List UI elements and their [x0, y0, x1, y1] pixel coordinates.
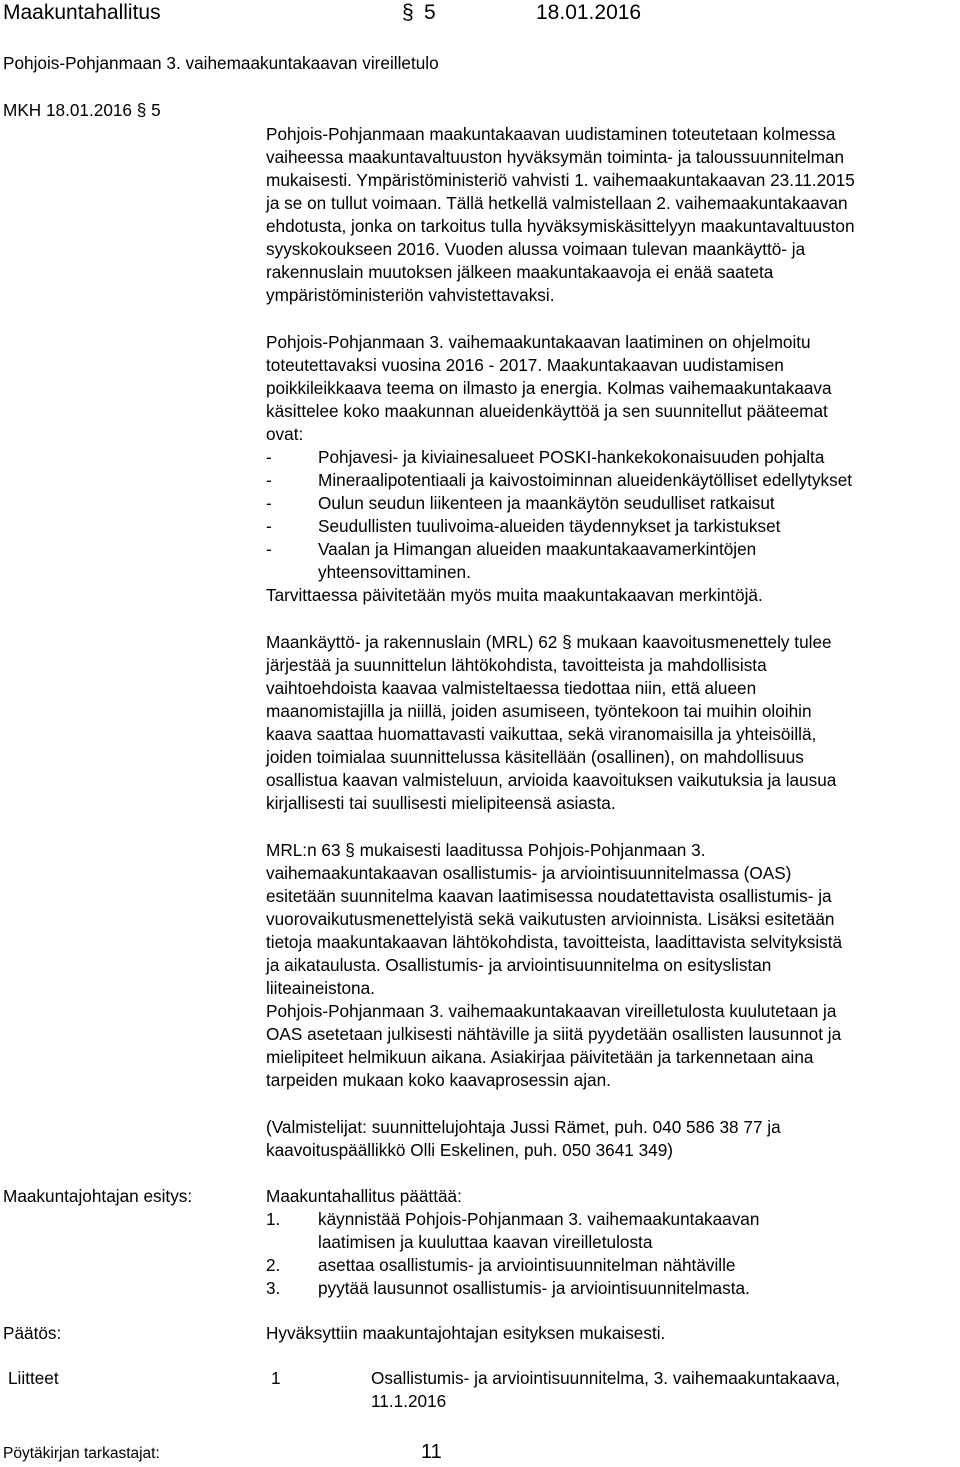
text-line: järjestää ja suunnittelun lähtökohdista, tavoitteista ja mahdollisista [266, 655, 767, 675]
attachment-title: Osallistumis- ja arviointisuunnitelma, 3. vaihemaakuntakaava, [371, 1368, 841, 1388]
list-item: Mineraalipotentiaali ja kaivostoiminnan alueidenkäytölliset edellytykset [318, 470, 853, 490]
paragraph-3 [266, 631, 956, 815]
proposal-item-number: 2. [266, 1255, 281, 1275]
text-line: ja aikataulusta. Osallistumis- ja arviointisuunnitelma on esityslistan [266, 955, 772, 975]
decision-label: Päätös: [3, 1323, 62, 1343]
text-line: ja se on tullut voimaan. Tällä hetkellä valmistellaan 2. vaihemaakuntakaavan [266, 193, 848, 213]
paragraph-2-end: Tarvittaessa päivitetään myös muita maakuntakaavan merkintöjä. [266, 585, 763, 605]
attachment-number: 1 [271, 1368, 281, 1388]
body-name: Maakuntahallitus [3, 1, 161, 24]
text-line: kaava saattaa huomattavasti vaikuttaa, sekä viranomaisilla ja yhteisöillä, [266, 724, 817, 744]
meeting-date: 18.01.2016 [536, 1, 642, 24]
proposal-item: käynnistää Pohjois-Pohjanmaan 3. vaihemaakuntakaavan [318, 1209, 760, 1229]
text-line: ovat: [266, 424, 304, 444]
text-line: Pohjois-Pohjanmaan 3. vaihemaakuntakaavan vireilletulosta kuulutetaan ja [266, 1001, 837, 1021]
text-line: tietoja maakuntakaavan lähtökohdista, tavoitteista, laadittavista selvityksistä [266, 932, 843, 952]
proposal-item: asettaa osallistumis- ja arviointisuunnitelman nähtäville [318, 1255, 736, 1275]
text-line: vuorovaikutusmenettelyistä sekä vaikutusten arvioinnista. Lisäksi esitetään [266, 909, 835, 929]
text-line: MRL:n 63 § mukaisesti laaditussa Pohjois-Pohjanmaan 3. [266, 840, 706, 860]
text-line: kirjallisesti tai suullisesti mielipiteensä asiasta. [266, 793, 616, 813]
text-line: syyskokoukseen 2016. Vuoden alussa voimaan tulevan maankäyttö- ja [266, 239, 806, 259]
decision-text: Hyväksyttiin maakuntajohtajan esityksen mukaisesti. [266, 1323, 666, 1343]
text-line: mielipiteet helmikuun aikana. Asiakirjaa päivitetään ja tarkennetaan aina [266, 1047, 814, 1067]
list-item: Pohjavesi- ja kiviainesalueet POSKI-hankekokonaisuuden pohjalta [318, 447, 825, 467]
text-line: OAS asetetaan julkisesti nähtäville ja siitä pyydetään osallisten lausunnot ja [266, 1024, 842, 1044]
text-line: ympäristöministeriön vahvistettavaksi. [266, 285, 555, 305]
text-line: kaavoituspäällikkö Olli Eskelinen, puh. 050 3641 349) [266, 1140, 674, 1160]
text-line: toteutettavaksi vuosina 2016 - 2017. Maakuntakaavan uudistamisen [266, 355, 784, 375]
preparers-note [266, 1116, 956, 1162]
list-item: Seudullisten tuulivoima-alueiden täydennykset ja tarkistukset [318, 516, 781, 536]
paragraph-1 [266, 123, 956, 307]
proposal-item-number: 3. [266, 1278, 281, 1298]
list-bullet: - [266, 470, 272, 490]
text-line: rakennuslain muutoksen jälkeen maakuntakaavoja ei enää saateta [266, 262, 774, 282]
text-line: osallistua kaavan valmisteluun, arvioida kaavoituksen vaikutuksia ja lausua [266, 770, 837, 790]
text-line: vaihemaakuntakaavan osallistumis- ja arviointisuunnitelmassa (OAS) [266, 863, 792, 883]
list-bullet: - [266, 516, 272, 536]
text-line: esitetään suunnitelma kaavan laatimisessa noudatettavista osallistumis- ja [266, 886, 832, 906]
text-line: Pohjois-Pohjanmaan 3. vaihemaakuntakaavan laatiminen on ohjelmoitu [266, 332, 811, 352]
attachment-date: 11.1.2016 [371, 1391, 447, 1411]
section-number: 5 [424, 1, 436, 24]
section-symbol: § [402, 1, 414, 24]
subject-title: Pohjois-Pohjanmaan 3. vaihemaakuntakaavan vireilletulo [3, 53, 439, 73]
text-line: käsittelee koko maakunnan alueidenkäyttöä ja sen suunnitellut pääteemat [266, 401, 828, 421]
proposal-label: Maakuntajohtajan esitys: [3, 1186, 193, 1206]
attachments-label: Liitteet [8, 1368, 59, 1388]
text-line: joiden toimialaa suunnittelussa käsitellään (osallinen), on mahdollisuus [266, 747, 804, 767]
proposal-item-continuation: laatimisen ja kuuluttaa kaavan vireilletulosta [318, 1232, 653, 1252]
text-line: Maankäyttö- ja rakennuslain (MRL) 62 § mukaan kaavoitusmenettely tulee [266, 632, 832, 652]
text-line: tarpeiden mukaan koko kaavaprosessin ajan. [266, 1070, 611, 1090]
text-line: maanomistajilla ja niillä, joiden asumiseen, työntekoon tai muihin oloihin [266, 701, 812, 721]
footer-label: Pöytäkirjan tarkastajat: [3, 1445, 160, 1462]
text-line: vaihtoehdoista kaavaa valmisteltaessa tiedottaa niin, että alueen [266, 678, 757, 698]
reference-line: MKH 18.01.2016 § 5 [3, 100, 161, 120]
text-line: Pohjois-Pohjanmaan maakuntakaavan uudistaminen toteutetaan kolmessa [266, 124, 836, 144]
text-line: mukaisesti. Ympäristöministeriö vahvisti 1. vaihemaakuntakaavan 23.11.2015 [266, 170, 855, 190]
proposal-intro: Maakuntahallitus päättää: [266, 1186, 462, 1206]
paragraph-4 [266, 839, 956, 1092]
text-line: poikkileikkaava teema on ilmasto ja energia. Kolmas vaihemaakuntakaava [266, 378, 832, 398]
list-bullet: - [266, 447, 272, 467]
text-line: ehdotusta, jonka on tarkoitus tulla hyväksymiskäsittelyyn maakuntavaltuuston [266, 216, 855, 236]
text-line: vaiheessa maakuntavaltuuston hyväksymän toiminta- ja taloussuunnitelman [266, 147, 845, 167]
proposal-item: pyytää lausunnot osallistumis- ja arviointisuunnitelmasta. [318, 1278, 750, 1298]
proposal-item-number: 1. [266, 1209, 281, 1229]
list-item: Oulun seudun liikenteen ja maankäytön seudulliset ratkaisut [318, 493, 775, 513]
list-bullet: - [266, 493, 272, 513]
list-item-continuation: yhteensovittaminen. [318, 562, 471, 582]
text-line: liiteaineistona. [266, 978, 375, 998]
text-line: (Valmistelijat: suunnittelujohtaja Jussi Rämet, puh. 040 586 38 77 ja [266, 1117, 781, 1137]
page-number: 11 [421, 1441, 442, 1463]
list-bullet: - [266, 539, 272, 559]
list-item: Vaalan ja Himangan alueiden maakuntakaavamerkintöjen [318, 539, 757, 559]
paragraph-2 [266, 331, 956, 446]
